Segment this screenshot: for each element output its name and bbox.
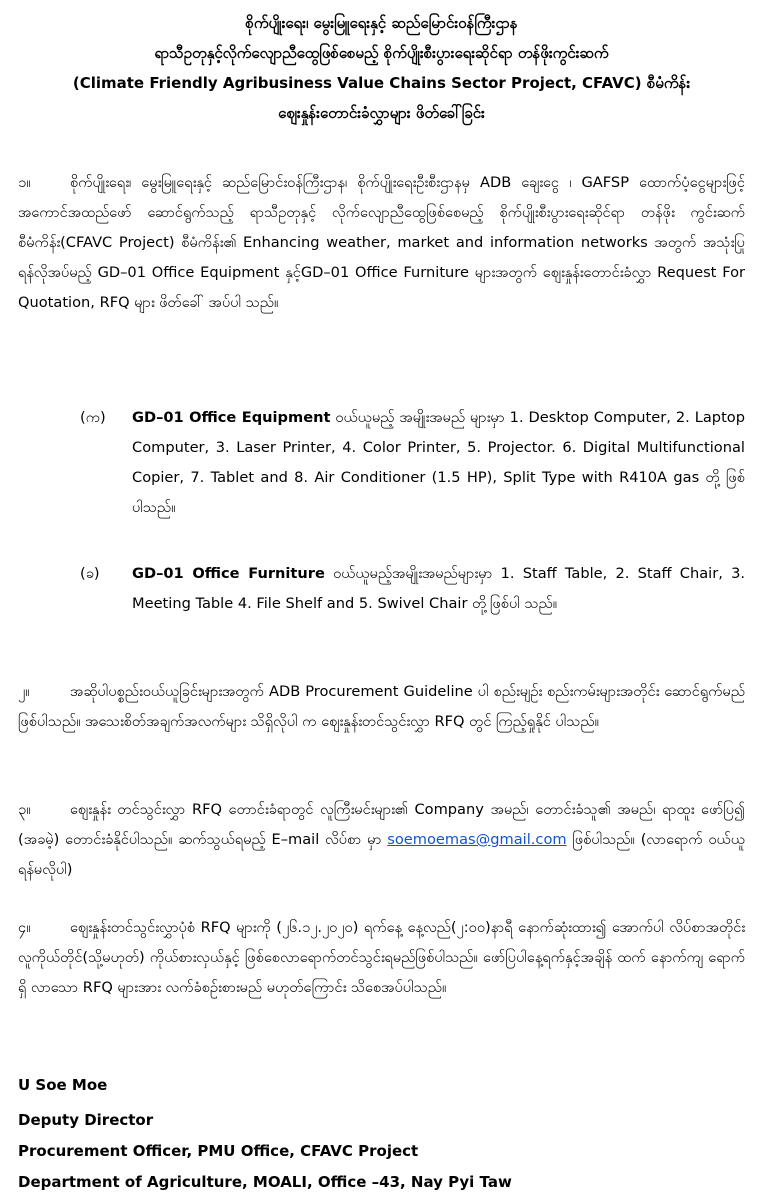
sub-item-office-furniture: [80, 559, 745, 619]
sub-item-title: GD–01 Office Furniture: [132, 565, 325, 582]
paragraph-1: [18, 168, 745, 318]
sub-item-body: [132, 559, 745, 619]
sub-item-text: ဝယ်ယူမည့်အမျိုးအမည်များမှာ 1. Staff Table, 2. Staff Chair, 3. Meeting Table 4. File Shelf and 5. Swivel Chair တို့ဖြစ်ပါ သည်။: [132, 565, 745, 612]
signature-title: Deputy Director: [18, 1111, 154, 1129]
paragraph-2: [18, 677, 745, 737]
sub-item-office-equipment: [80, 403, 745, 523]
paragraph-number: ၃။: [18, 801, 31, 818]
paragraph-text: ဈေးနှုန်းတင်သွင်းလွှာပုံစံ RFQ များကို (၂၆.၁၂.၂၀၂၀) ရက်နေ့ နေ့လည်(၂:၀၀)နာရီ နောက်ဆုံးထား၍ အောက်ပါ လိပ်စာအတိုင်း လူကိုယ်တိုင်(သို့မဟုတ်) ကိုယ်စားလှယ်နှင့် ဖြစ်စေလာရောက်တင်သွင်းရမည်ဖြစ်ပါသည်။ ဖော်ပြပါနေ့ရက်နှင့်အချိန် ထက် နောက်ကျ ရောက်ရှိ လာသော RFQ များအား လက်ခံစဉ်းစားမည် မဟုတ်ကြောင်း သိစေအပ်ပါသည်။: [18, 919, 745, 996]
header-project-myanmar: ရာသီဥတုနှင့်လိုက်လျောညီထွေဖြစ်စေမည့် စိုက်ပျိုးစီးပွားရေးဆိုင်ရာ တန်ဖိုးကွင်းဆက်: [154, 44, 609, 62]
paragraph-3: [18, 795, 745, 885]
sub-item-marker: (ခ): [80, 565, 100, 582]
paragraph-number: ၁။: [18, 174, 31, 191]
sub-item-marker: (က): [80, 409, 106, 426]
signature-role: Procurement Officer, PMU Office, CFAVC Project: [18, 1142, 419, 1160]
paragraph-number: ၄။: [18, 919, 31, 936]
paragraph-text: အဆိုပါပစ္စည်းဝယ်ယူခြင်းများအတွက် ADB Procurement Guideline ပါ စည်းမျဉ်း စည်းကမ်းများအတိုင်း ဆောင်ရွက်မည်ဖြစ်ပါသည်။ အသေးစိတ်အချက်အလက်များ သိရှိလိုပါ က ဈေးနှုန်းတင်သွင်းလွှာ RFQ တွင် ကြည့်ရှုနိုင် ပါသည်။: [18, 683, 745, 730]
header-project-english: (Climate Friendly Agribusiness Value Chains Sector Project, CFAVC) စီမံကိန်း: [72, 74, 691, 92]
sub-item-body: [132, 403, 745, 523]
paragraph-text: စိုက်ပျိုးရေး၊ မွေးမြူရေးနှင့် ဆည်မြောင်းဝန်ကြီးဌာန၊ စိုက်ပျိုးရေးဦးစီးဌာနမှ ADB ချေးငွေ ၊ GAFSP ထောက်ပံ့ငွေများဖြင့် အကောင်အထည်ဖော် ဆောင်ရွက်သည့် ရာသီဥတုနှင့် လိုက်လျောညီထွေဖြစ်စေမည့် စိုက်ပျိုးစီးပွားရေးဆိုင်ရာ တန်ဖိုး ကွင်းဆက်စီမံကိန်း(CFAVC Project) စီမံကိန်း၏ Enhancing weather, market and information networks အတွက် အသုံးပြုရန်လိုအပ်မည့် GD–01 Office Equipment နှင့်GD–01 Office Furniture များအတွက် ဈေးနှုန်းတောင်းခံလွှာ Request For Quotation, RFQ များ ဖိတ်ခေါ် အပ်ပါ သည်။: [18, 174, 745, 311]
paragraph-text-end: ဖြစ်ပါသည်။ (လာရောက် ဝယ်ယူရန်မလိုပါ): [18, 831, 745, 878]
signature-department: Department of Agriculture, MOALI, Office –43, Nay Pyi Taw: [18, 1173, 512, 1191]
sub-item-text: ဝယ်ယူမည့် အမျိုးအမည် များမှာ 1. Desktop Computer, 2. Laptop Computer, 3. Laser Printer, 4. Color Printer, 5. Projector. 6. Digital Multifunctional Copier, 7. Tablet and 8. Air Conditioner (1.5 HP), Split Type with R410A gas တို့ ဖြစ်ပါသည်။: [132, 409, 745, 516]
paragraph-number: ၂။: [18, 683, 30, 700]
paragraph-text: ဈေးနှုန်း တင်သွင်းလွှာ RFQ တောင်းခံရာတွင် လူကြီးမင်းများ၏ Company အမည်၊ တောင်းခံသူ၏ အမည်၊ ရာထူး ဖော်ပြ၍ (အခမဲ့) တောင်းခံနိုင်ပါသည်။ ဆက်သွယ်ရမည့် E–mail လိပ်စာ မှာ: [18, 801, 745, 848]
document-header: [0, 8, 763, 128]
signature-name: U Soe Moe: [18, 1076, 108, 1094]
header-invitation-title: ဈေးနှုန်းတောင်းခံလွှာများ ဖိတ်ခေါ်ခြင်း: [278, 104, 485, 122]
sub-item-title: GD–01 Office Equipment: [132, 409, 331, 426]
header-ministry: စိုက်ပျိုးရေး၊ မွေးမြူရေးနှင့် ဆည်မြောင်းဝန်ကြီးဌာန: [245, 14, 518, 32]
email-link[interactable]: soemoemas@gmail.com: [387, 831, 567, 848]
paragraph-4: [18, 913, 745, 1003]
